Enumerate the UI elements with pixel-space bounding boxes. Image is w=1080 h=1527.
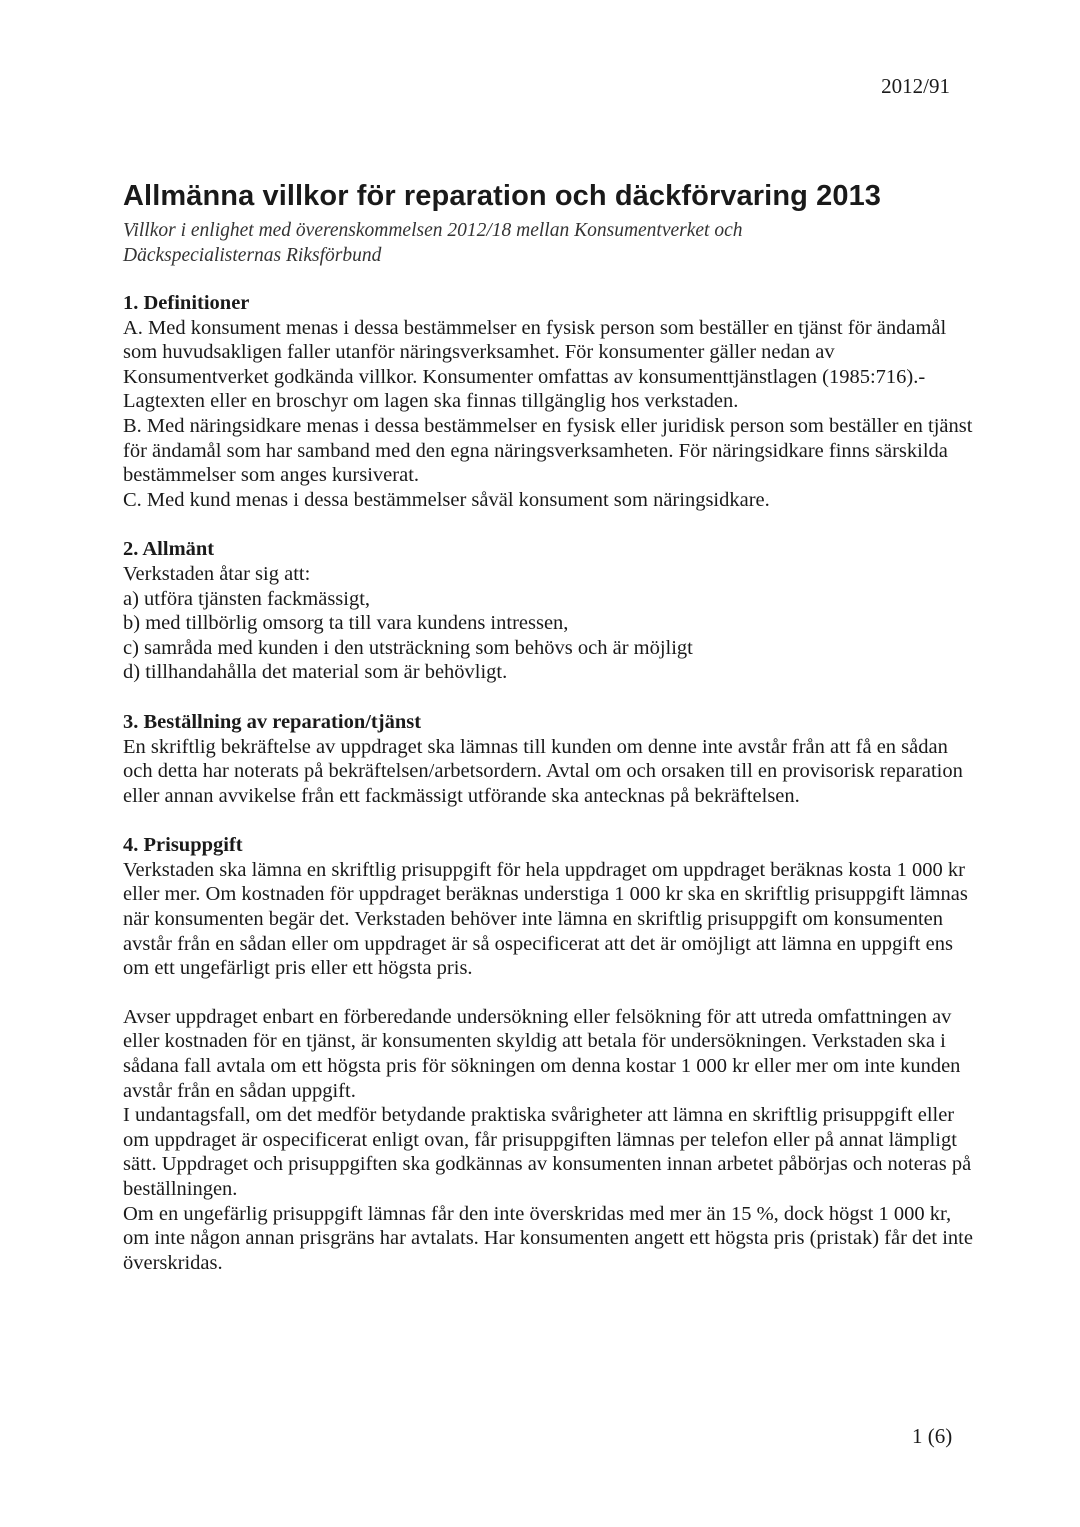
paragraph: I undantagsfall, om det medför betydande praktiska svårigheter att lämna en skriftlig prisuppgift eller om uppdraget är ospecificerat enligt ovan, får prisuppgiften lämnas per telefon eller på annat lämpligt sätt. Uppdraget och prisuppgiften ska godkännas av konsumenten innan arbetet påbörjas och noteras på beställningen. <box>123 1104 972 1200</box>
paragraph: Om en ungefärlig prisuppgift lämnas får den inte överskridas med mer än 15 %, dock högst 1 000 kr, om inte någon annan prisgräns har avtalats. Har konsumenten angett ett högsta pris (pristak) får det inte överskridas. <box>123 1202 973 1274</box>
section-heading: 2. Allmänt <box>123 538 215 561</box>
list-item: c) samråda med kunden i den utsträckning som behövs och är möjligt <box>123 636 693 659</box>
section-definitioner <box>123 291 973 512</box>
document-subtitle: Villkor i enlighet med överenskommelsen 2012/18 mellan Konsumentverket och Däckspecialisternas Riksförbund <box>123 220 743 266</box>
list-item: b) med tillbörlig omsorg ta till vara kundens intressen, <box>123 612 569 635</box>
definition-b: B. Med näringsidkare menas i dessa bestämmelser en fysisk eller juridisk person som beställer en tjänst för ändamål som har samband med den egna näringsverksamheten. För näringsidkare finns särskilda bestämmelser som anges kursiverat. <box>123 414 973 487</box>
document-title: Allmänna villkor för reparation och däckförvaring 2013 <box>123 180 882 212</box>
list-item: a) utföra tjänsten fackmässigt, <box>123 587 371 610</box>
paragraph: En skriftlig bekräftelse av uppdraget ska lämnas till kunden om denne inte avstår från att få en sådan och detta har noterats på bekräftelsen/arbetsordern. Avtal om och orsaken till en provisorisk reparation eller annan avvikelse från ett fackmässigt utförande ska antecknas på bekräftelsen. <box>123 735 963 807</box>
page-number: 1 (6) <box>912 1424 953 1448</box>
paragraph: Avser uppdraget enbart en förberedande undersökning eller felsökning för att utreda omfattningen av eller kostnaden för en tjänst, är konsumenten skyldig att betala för undersökningen. Verkstaden ska i sådana fall avtala om ett högsta pris för sökningen om denna kostar 1 000 kr eller mer om inte kunden avstår från en sådan uppgift. <box>123 1005 961 1102</box>
section-allmant <box>123 537 973 685</box>
section-heading: 1. Definitioner <box>123 292 250 314</box>
list-item: d) tillhandahålla det material som är behövligt. <box>123 661 508 684</box>
document-number: 2012/91 <box>881 74 950 98</box>
definition-a: A. Med konsument menas i dessa bestämmelser en fysisk person som beställer en tjänst för ändamål som huvudsakligen faller utanför näringsverksamhet. För konsumenter gäller nedan av Konsumentverket godkända villkor. Konsumenter omfattas av konsumenttjänstlagen (1985:716).-Lagtexten eller en broschyr om lagen ska finnas tillgänglig hos verkstaden. <box>123 316 947 413</box>
section-bestallning <box>123 710 973 808</box>
section-heading: 3. Beställning av reparation/tjänst <box>123 710 422 733</box>
section-heading: 4. Prisuppgift <box>123 834 243 857</box>
section-prisuppgift <box>123 833 973 1275</box>
paragraph: Verkstaden ska lämna en skriftlig prisuppgift för hela uppdraget om uppdraget beräknas kosta 1 000 kr eller mer. Om kostnaden för uppdraget beräknas understiga 1 000 kr ska en skriftlig prisuppgift lämnas när konsumenten begär det. Verkstaden behöver inte lämna en skriftlig prisuppgift om konsumenten avstår från en sådan eller om uppdraget är så ospecificerat att det är omöjligt att lämna en uppgift ens om ett ungefärligt pris eller ett högsta pris. <box>123 858 968 980</box>
document-body <box>123 291 973 1300</box>
paragraph: Verkstaden åtar sig att: <box>123 562 311 585</box>
definition-c: C. Med kund menas i dessa bestämmelser såväl konsument som näringsidkare. <box>123 488 770 511</box>
